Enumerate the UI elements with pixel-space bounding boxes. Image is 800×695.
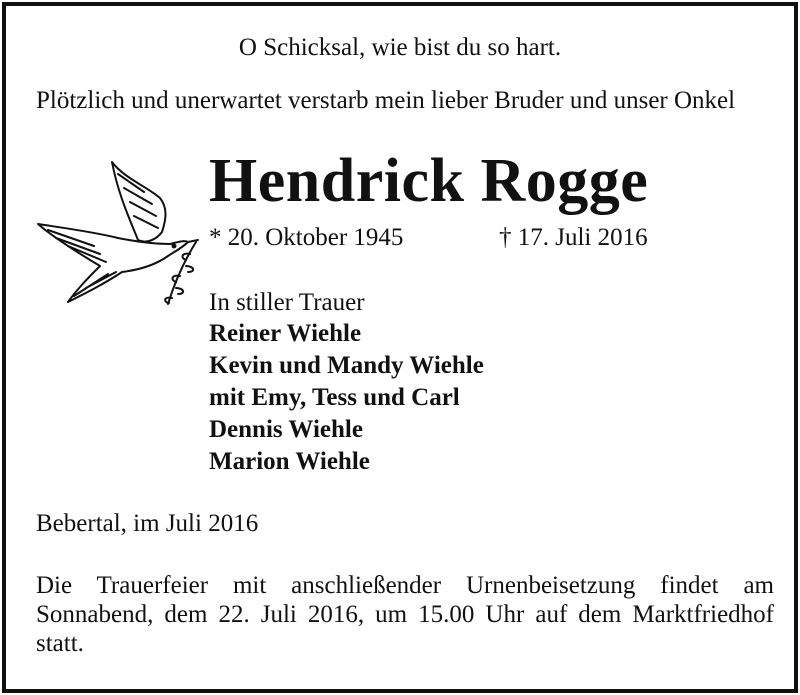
funeral-service-info: Die Trauerfeier mit anschließender Urnenbeisetzung findet am Sonnabend, dem 22. Juli 2016, um 15.00 Uhr auf dem Marktfriedhof statt. [36,572,774,657]
mourners-list [209,318,484,478]
mourner-name: Marion Wiehle [209,448,370,475]
intro-text: Plötzlich und unerwartet verstarb mein lieber Bruder und unser Onkel [36,87,736,114]
deceased-name: Hendrick Rogge [209,147,649,215]
birth-date: * 20. Oktober 1945 [209,224,404,251]
dove-with-olive-branch-icon [34,158,209,313]
mourner-name: Dennis Wiehle [209,416,363,443]
obituary-notice [2,2,798,693]
place-and-date: Bebertal, im Juli 2016 [36,510,259,537]
mourning-label: In stiller Trauer [209,289,365,316]
mourner-name: Kevin und Mandy Wiehle [209,352,484,379]
death-date: † 17. Juli 2016 [499,224,648,251]
mourner-name: Reiner Wiehle [209,320,362,347]
mourner-name: mit Emy, Tess und Carl [209,384,460,411]
motto-line: O Schicksal, wie bist du so hart. [238,34,562,61]
